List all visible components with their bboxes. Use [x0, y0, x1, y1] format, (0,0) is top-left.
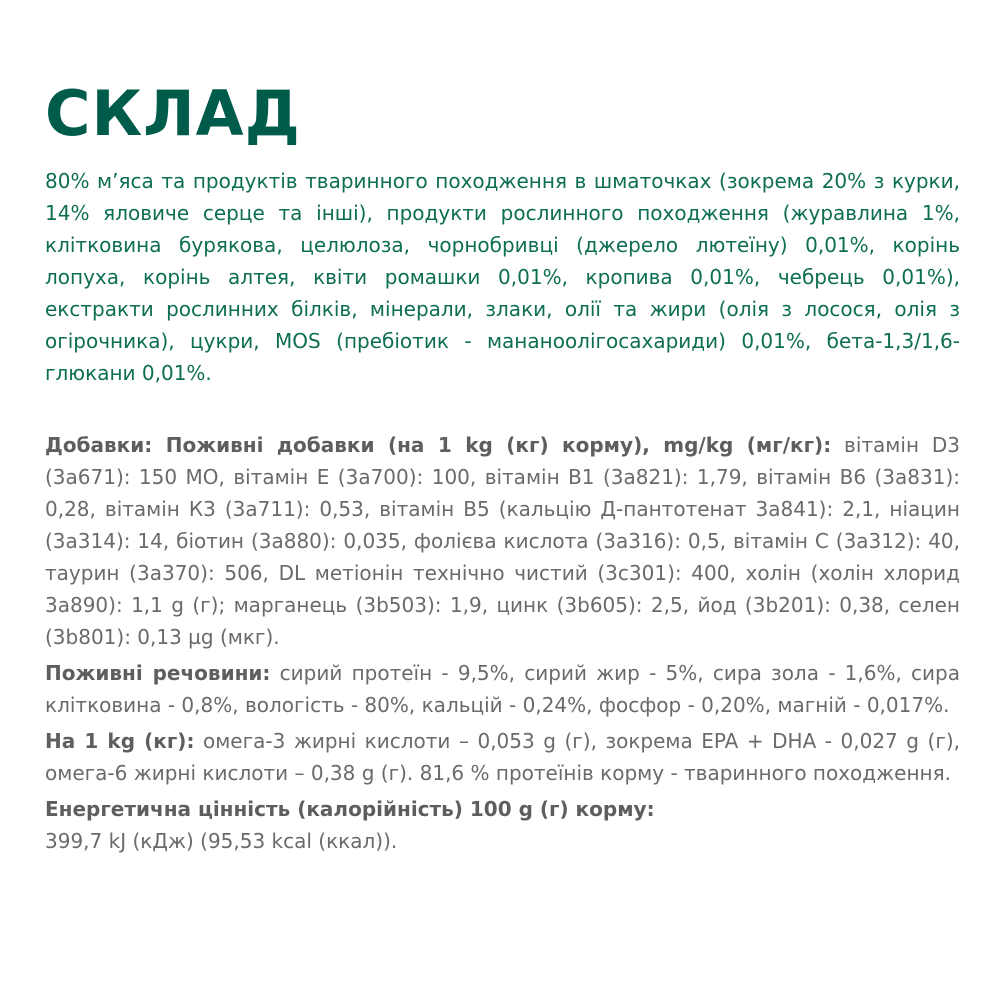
additives-label: Добавки: Поживні добавки (на 1 kg (кг) корму), mg/kg (мг/кг): — [45, 433, 832, 457]
nutrients-text: сирий протеїн - 9,5%, сирий жир - 5%, сира зола - 1,6%, сира клітковина - 0,8%, вологість - 80%, кальцій - 0,24%, фосфор - 0,20%, магній - 0,017%. — [45, 661, 960, 717]
per-kg-label: На 1 kg (кг): — [45, 729, 195, 753]
additives-text: вітамін D3 (3a671): 150 МО, вітамін Е (3a700): 100, вітамін B1 (3a821): 1,79, вітамін В6 (3a831): 0,28, вітамін К3 (3a711): 0,53, вітамін В5 (кальцію Д-пантотенат 3a841): 2,1, ніацин (3a314): 14, біотин (3a880): 0,035, фолієва кислота (3a316): 0,5, вітамін С (3a312): 40, таурин (3a370): 506, DL метіонін технічно чистий (3c301): 400, холін (холін хлорид 3a890): 1,1 g (г); марганець (3b503): 1,9, цинк (3b605): 2,5, йод (3b201): 0,38, селен (3b801): 0,13 µg (мкг). — [45, 433, 960, 649]
per-kg-text: омега-3 жирні кислоти – 0,053 g (г), зокрема EPA + DHA - 0,027 g (г), омега-6 жирні кислоти – 0,38 g (г). 81,6 % протеїнів корму - тваринного походження. — [45, 729, 960, 785]
ingredients-page — [45, 77, 960, 861]
nutrients-paragraph — [45, 657, 960, 721]
composition-text: 80% м’яса та продуктів тваринного походження в шматочках (зокрема 20% з курки, 14% яловиче серце та інші), продукти рослинного походження (журавлина 1%, клітковина бурякова, целюлоза, чорнобривці (джерело лютеїну) 0,01%, корінь лопуха, корінь алтея, квіти ромашки 0,01%, кропива 0,01%, чебрець 0,01%), екстракти рослинних білків, мінерали, злаки, олії та жири (олія з лосося, олія з огірочника), цукри, MOS (пребіотик - мананоолігосахариди) 0,01%, бета-1,3/1,6-глюкани 0,01%. — [45, 169, 960, 385]
energy-label: Енергетична цінність (калорійність) 100 g (г) корму: — [45, 797, 655, 821]
additives-paragraph — [45, 429, 960, 653]
energy-text: 399,7 kJ (кДж) (95,53 kcal (ккал)). — [45, 829, 398, 853]
page-title: СКЛАД — [45, 77, 301, 150]
energy-paragraph — [45, 793, 960, 857]
nutrients-label: Поживні речовини: — [45, 661, 271, 685]
additives-section — [45, 429, 960, 857]
per-kg-paragraph — [45, 725, 960, 789]
